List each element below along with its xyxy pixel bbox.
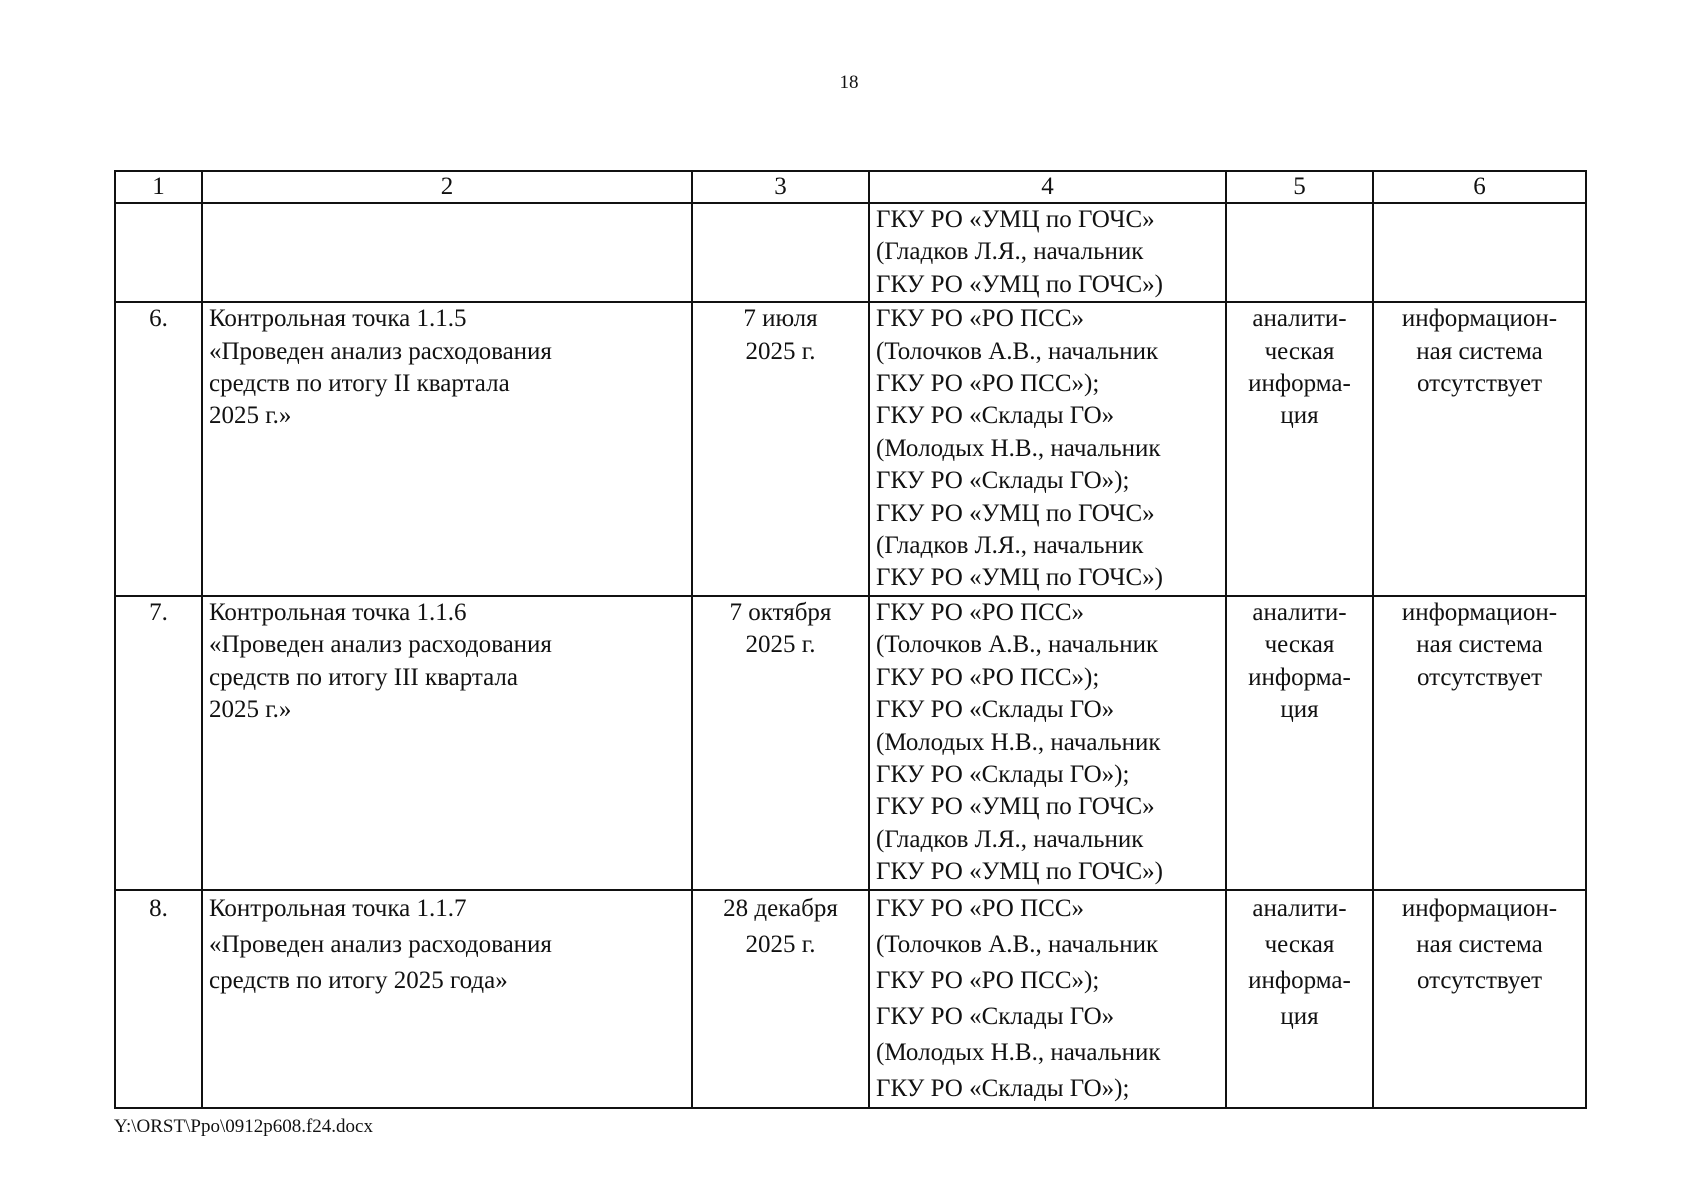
doc-type-line: аналити- [1252, 305, 1347, 333]
info-system-line: информацион- [1401, 598, 1558, 626]
info-system-line: информацион- [1401, 305, 1558, 333]
responsible-cell [869, 890, 1226, 1108]
row-number-cell [115, 203, 202, 302]
date-cell [692, 302, 869, 596]
doc-type-line: аналити- [1252, 894, 1347, 922]
responsible-line: ГКУ РО «РО ПСС»); [876, 966, 1100, 994]
doc-type-line: ческая [1264, 930, 1335, 958]
doc-type-line: ция [1280, 402, 1319, 430]
column-number-row [115, 171, 1586, 203]
column-header: 5 [1226, 171, 1373, 203]
title-line: средств по итогу III квартала [209, 663, 518, 691]
doc-type-line: ческая [1264, 631, 1335, 659]
responsible-line: ГКУ РО «Склады ГО»); [876, 760, 1130, 788]
title-cell [202, 203, 692, 302]
title-cell [202, 302, 692, 596]
doc-type-line: ческая [1264, 337, 1335, 365]
table-row [115, 203, 1586, 302]
title-line: «Проведен анализ расходования [209, 930, 552, 958]
responsible-line: ГКУ РО «УМЦ по ГОЧС») [876, 858, 1163, 886]
responsible-line: (Гладков Л.Я., начальник [876, 825, 1144, 853]
doc-type-line: информа- [1248, 370, 1351, 398]
responsible-cell [869, 596, 1226, 890]
info-system-cell [1373, 596, 1586, 890]
title-line: «Проведен анализ расходования [209, 631, 552, 659]
responsible-line: ГКУ РО «РО ПСС»); [876, 370, 1100, 398]
responsible-line: ГКУ РО «Склады ГО» [876, 402, 1115, 430]
info-system-line: ная система [1416, 631, 1543, 659]
responsible-line: ГКУ РО «УМЦ по ГОЧС») [876, 564, 1163, 592]
control-points-table [114, 170, 1587, 1109]
info-system-line: информацион- [1401, 894, 1558, 922]
title-line: средств по итогу 2025 года» [209, 966, 508, 994]
column-header: 3 [692, 171, 869, 203]
doc-type-cell [1226, 203, 1373, 302]
title-line: 2025 г.» [209, 402, 292, 430]
responsible-line: (Толочков А.В., начальник [876, 930, 1159, 958]
doc-type-cell [1226, 596, 1373, 890]
info-system-cell [1373, 302, 1586, 596]
doc-type-line: информа- [1248, 663, 1351, 691]
title-cell [202, 890, 692, 1108]
responsible-cell [869, 203, 1226, 302]
responsible-line: (Гладков Л.Я., начальник [876, 532, 1144, 560]
responsible-cell [869, 302, 1226, 596]
page-number: 18 [839, 72, 859, 93]
responsible-line: ГКУ РО «УМЦ по ГОЧС») [876, 270, 1163, 298]
info-system-cell [1373, 890, 1586, 1108]
column-header: 4 [869, 171, 1226, 203]
info-system-line: отсутствует [1416, 370, 1543, 398]
doc-type-line: аналити- [1252, 598, 1347, 626]
table-row [115, 302, 1586, 596]
title-cell [202, 596, 692, 890]
date-cell [692, 890, 869, 1108]
date-line: 2025 г. [745, 930, 816, 958]
responsible-line: (Молодых Н.В., начальник [876, 434, 1161, 462]
doc-type-line: ция [1280, 1002, 1319, 1030]
title-line: «Проведен анализ расходования [209, 337, 552, 365]
column-header: 2 [202, 171, 692, 203]
date-line: 7 июля [743, 305, 818, 333]
row-number-cell: 6. [115, 302, 202, 596]
responsible-line: ГКУ РО «РО ПСС» [876, 894, 1085, 922]
responsible-line: ГКУ РО «УМЦ по ГОЧС» [876, 793, 1155, 821]
table-row [115, 890, 1586, 1108]
doc-type-line: информа- [1248, 966, 1351, 994]
date-line: 2025 г. [745, 631, 816, 659]
responsible-line: ГКУ РО «РО ПСС» [876, 305, 1085, 333]
info-system-line: ная система [1416, 337, 1543, 365]
responsible-line: (Толочков А.В., начальник [876, 631, 1159, 659]
table-row [115, 596, 1586, 890]
date-cell [692, 203, 869, 302]
responsible-line: ГКУ РО «Склады ГО»); [876, 467, 1130, 495]
row-number-cell: 8. [115, 890, 202, 1108]
responsible-line: (Молодых Н.В., начальник [876, 1038, 1161, 1066]
date-line: 28 декабря [723, 894, 838, 922]
date-line: 2025 г. [745, 337, 816, 365]
info-system-line: отсутствует [1416, 966, 1543, 994]
info-system-line: ная система [1416, 930, 1543, 958]
date-line: 7 октября [729, 598, 832, 626]
responsible-line: ГКУ РО «Склады ГО» [876, 1002, 1115, 1030]
responsible-line: ГКУ РО «УМЦ по ГОЧС» [876, 206, 1155, 233]
responsible-line: (Молодых Н.В., начальник [876, 728, 1161, 756]
title-line: Контрольная точка 1.1.7 [209, 894, 467, 922]
title-line: Контрольная точка 1.1.6 [209, 598, 467, 626]
responsible-line: ГКУ РО «РО ПСС»); [876, 663, 1100, 691]
info-system-cell [1373, 203, 1586, 302]
title-line: Контрольная точка 1.1.5 [209, 305, 467, 333]
responsible-line: ГКУ РО «Склады ГО» [876, 696, 1115, 724]
doc-type-cell [1226, 890, 1373, 1108]
responsible-line: (Гладков Л.Я., начальник [876, 238, 1144, 266]
file-path-footer: Y:\ORST\Ppo\0912p608.f24.docx [114, 1116, 373, 1137]
title-line: средств по итогу II квартала [209, 370, 510, 398]
row-number-cell: 7. [115, 596, 202, 890]
date-cell [692, 596, 869, 890]
responsible-line: ГКУ РО «УМЦ по ГОЧС» [876, 499, 1155, 527]
info-system-line: отсутствует [1416, 663, 1543, 691]
title-line: 2025 г.» [209, 696, 292, 724]
responsible-line: ГКУ РО «Склады ГО»); [876, 1074, 1130, 1102]
column-header: 1 [115, 171, 202, 203]
doc-type-cell [1226, 302, 1373, 596]
doc-type-line: ция [1280, 696, 1319, 724]
responsible-line: (Толочков А.В., начальник [876, 337, 1159, 365]
responsible-line: ГКУ РО «РО ПСС» [876, 598, 1085, 626]
column-header: 6 [1373, 171, 1586, 203]
